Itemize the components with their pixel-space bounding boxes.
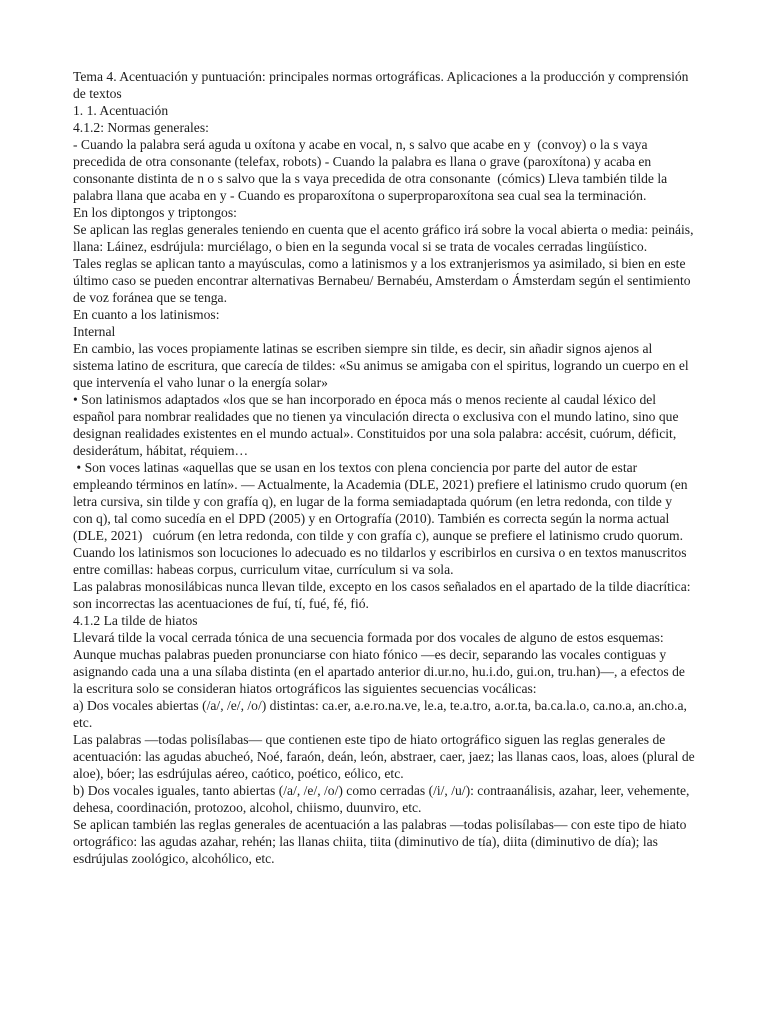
paragraph: Se aplican las reglas generales teniendo en cuenta que el acento gráfico irá sobre la vocal abierta o media: peináis, llana: Láinez, esdrújula: murciélago, o bien en la segunda vocal si se trata de vocales cerradas lingüístico. [73, 222, 697, 254]
bullet-paragraph: • Son voces latinas «aquellas que se usan en los textos con plena conciencia por parte del autor de estar empleando términos en latín». — Actualmente, la Academia (DLE, 2021) prefiere el latinismo crudo quorum (en letra cursiva, sin tilde y con grafía q), en lugar de la forma semiadaptada quórum (en letra redonda, con tilde y con q), tal como sucedía en el DPD (2005) y en Ortografía (2010). También es correcta según la norma actual (DLE, 2021) cuórum (en letra redonda, con tilde y con grafía c), aunque se prefiere el latinismo crudo quorum. Cuando los latinismos son locuciones lo adecuado es no tildarlos y escribirlos en cursiva o en textos manuscritos entre comillas: habeas corpus, curriculum vitae, currículum si va sola. [73, 460, 691, 577]
list-item: b) Dos vocales iguales, tanto abiertas (/a/, /e/, /o/) como cerradas (/i/, /u/): contraanálisis, azahar, leer, vehemente, dehesa, coordinación, protozoo, alcohol, chiismo, duunviro, etc. [73, 783, 693, 815]
subsection-heading: En los diptongos y triptongos: [73, 205, 237, 220]
bullet-paragraph: • Son latinismos adaptados «los que se han incorporado en época más o menos reciente al caudal léxico del español para nombrar realidades que no tienen ya vinculación directa o exclusiva con el mundo latino, sino que designan realidades existentes en el mundo actual». Constituidos por una sola palabra: accésit, cuórum, déficit, desiderátum, hábitat, réquiem… [73, 392, 682, 458]
paragraph: Llevará tilde la vocal cerrada tónica de una secuencia formada por dos vocales de alguno de estos esquemas: [73, 630, 664, 645]
paragraph: Las palabras monosilábicas nunca llevan tilde, excepto en los casos señalados en el apartado de la tilde diacrítica: son incorrectas las acentuaciones de fuí, tí, fué, fé, fió. [73, 579, 694, 611]
subsection-heading: 4.1.2 La tilde de hiatos [73, 613, 198, 628]
document-page [73, 68, 699, 867]
subsection-heading: En cuanto a los latinismos: [73, 307, 220, 322]
paragraph: Se aplican también las reglas generales de acentuación a las palabras —todas polisílabas— con este tipo de hiato ortográfico: las agudas azahar, rehén; las llanas chiita, tiita (diminutivo de tía), diita (diminutivo de día); las esdrújulas zoológico, alcohólico, etc. [73, 817, 690, 866]
subsection-heading: 4.1.2: Normas generales: [73, 120, 209, 135]
paragraph: - Cuando la palabra será aguda u oxítona y acabe en vocal, n, s salvo que acabe en y (convoy) o la s vaya precedida de otra consonante (telefax, robots) - Cuando la palabra es llana o grave (paroxítona) y acaba en consonante distinta de n o s salvo que la s vaya precedida de otra consonante (cómics) Lleva también tilde la palabra llana que acaba en y - Cuando es proparoxítona o superproparoxítona sea cual sea la terminación. [73, 137, 671, 203]
classification-label: Internal [73, 324, 116, 339]
document-title: Tema 4. Acentuación y puntuación: principales normas ortográficas. Aplicaciones a la producción y comprensión de textos [73, 69, 692, 101]
paragraph: Aunque muchas palabras pueden pronunciarse con hiato fónico —es decir, separando las vocales contiguas y asignando cada una a una sílaba distinta (en el apartado anterior di.ur.no, hu.i.do, gui.on, tru.han)—, a efectos de la escritura solo se consideran hiatos ortográficos las siguientes secuencias vocálicas: [73, 647, 689, 696]
paragraph: Tales reglas se aplican tanto a mayúsculas, como a latinismos y a los extranjerismos ya asimilado, si bien en este último caso se pueden encontrar alternativas Bernabeu/ Bernabéu, Amsterdam o Ámsterdam según el sentimiento de voz foránea que se tenga. [73, 256, 694, 305]
section-heading: 1. 1. Acentuación [73, 103, 169, 118]
paragraph: Las palabras —todas polisílabas— que contienen este tipo de hiato ortográfico siguen las reglas generales de acentuación: las agudas abucheó, Noé, faraón, deán, león, abstraer, caer, jaez; las llanas caos, loas, aloes (plural de aloe), bóer; las esdrújulas aéreo, caótico, poético, eólico, etc. [73, 732, 699, 781]
paragraph: En cambio, las voces propiamente latinas se escriben siempre sin tilde, es decir, sin añadir signos ajenos al sistema latino de escritura, que carecía de tildes: «Su animus se amigaba con el spiritus, logrando un cuerpo en el que intervenía el vaho lunar o la energía solar» [73, 341, 693, 390]
list-item: a) Dos vocales abiertas (/a/, /e/, /o/) distintas: ca.er, a.e.ro.na.ve, le.a, te.a.tro, a.or.ta, ba.ca.la.o, ca.no.a, an.cho.a, etc. [73, 698, 691, 730]
